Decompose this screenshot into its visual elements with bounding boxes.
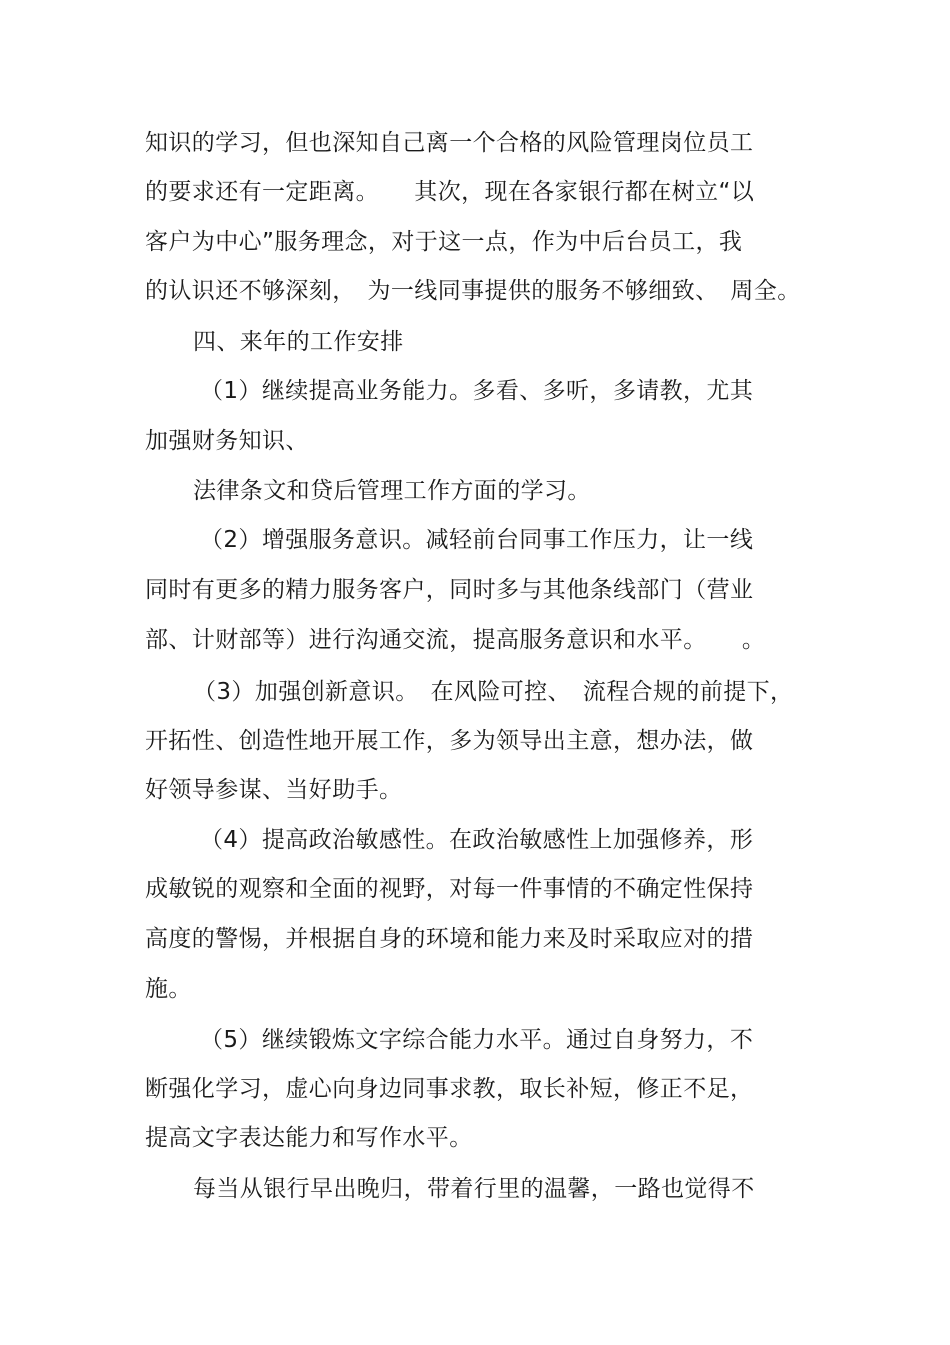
text-line: 成敏锐的观察和全面的视野，对每一件事情的不确定性保持 xyxy=(145,876,754,902)
text-line: 加强财务知识、 xyxy=(145,428,309,454)
text-line: 的认识还不够深刻， 为一线同事提供的服务不够细致、 周全。 xyxy=(145,278,801,304)
text-line: 高度的警惕，并根据自身的环境和能力来及时采取应对的措 xyxy=(145,926,754,952)
text-line: 法律条文和贷后管理工作方面的学习。 xyxy=(193,478,591,504)
text-line: 施。 xyxy=(145,976,192,1002)
text-line: 好领导参谋、当好助手。 xyxy=(145,777,403,803)
text-line: （5）继续锻炼文字综合能力水平。通过自身努力，不 xyxy=(200,1027,754,1053)
text-line: 断强化学习，虚心向身边同事求教，取长补短，修正不足， xyxy=(145,1076,754,1102)
text-line: 的要求还有一定距离。 其次，现在各家银行都在树立“以 xyxy=(145,179,755,205)
text-line: 每当从银行早出晚归，带着行里的温馨，一路也觉得不 xyxy=(193,1176,755,1202)
text-line: （4）提高政治敏感性。在政治敏感性上加强修养，形 xyxy=(200,827,754,853)
text-line: （2）增强服务意识。减轻前台同事工作压力，让一线 xyxy=(200,527,754,553)
text-line: 部、计财部等）进行沟通交流，提高服务意识和水平。 。 xyxy=(145,627,766,653)
text-line: 同时有更多的精力服务客户，同时多与其他条线部门（营业 xyxy=(145,577,754,603)
text-line: 知识的学习，但也深知自己离一个合格的风险管理岗位员工 xyxy=(145,130,754,156)
section-heading: 四、来年的工作安排 xyxy=(193,329,404,355)
text-line: （1）继续提高业务能力。多看、多听，多请教，尤其 xyxy=(200,378,754,404)
text-line: 客户为中心”服务理念，对于这一点，作为中后台员工，我 xyxy=(145,229,743,255)
text-line: （3）加强创新意识。 在风险可控、 流程合规的前提下， xyxy=(193,679,794,705)
text-line: 开拓性、创造性地开展工作，多为领导出主意，想办法，做 xyxy=(145,728,754,754)
text-line: 提高文字表达能力和写作水平。 xyxy=(145,1125,473,1151)
